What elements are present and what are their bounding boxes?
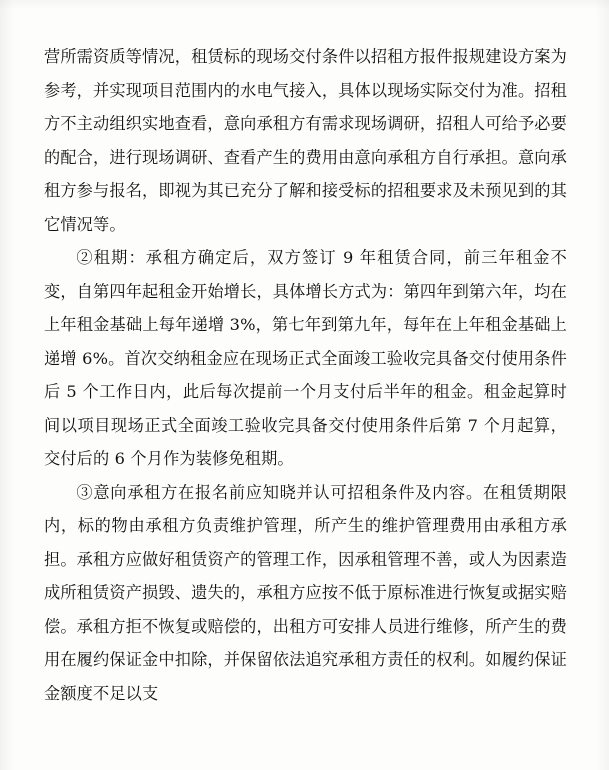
document-text-body [44,40,567,710]
paragraph-tenant-obligations: ③意向承租方在报名前应知晓并认可招租条件及内容。在租赁期限内，标的物由承租方负责维护管理，所产生的维护管理费用由承租方承担。承租方应做好租赁资产的管理工作，因承租管理不善，或人为因素造成所租赁资产损毁、遗失的，承租方应按不低于原标准进行恢复或据实赔偿。承租方拒不恢复或赔偿的，出租方可安排人员进行维修，所产生的费用在履约保证金中扣除，并保留依法追究承租方责任的权利。如履约保证金额度不足以支 [44,482,567,703]
page-edge-shadow-left [0,0,14,770]
page-edge-shadow-right [595,0,609,770]
paragraph-lease-term: ②租期：承租方确定后，双方签订 9 年租赁合同，前三年租金不变，自第四年起租金开始增长，具体增长方式为：第四年到第六年，均在上年租金基础上每年递增 3%，第七年到第九年，每年在上年租金基础上递增 6%。首次交纳租金应在现场正式全面竣工验收完具备交付使用条件后 5 个工作日内，此后每次提前一个月支付后半年的租金。租金起算时间以项目现场正式全面竣工验收完具备交付使用条件后第 7 个月起算，交付后的 6 个月作为装修免租期。 [44,248,567,468]
page-edge-shadow-top [0,0,609,10]
paragraph-continuation: 营所需资质等情况，租赁标的现场交付条件以招租方报件报规建设方案为参考，并实现项目范围内的水电气接入，具体以现场实际交付为准。招租方不主动组织实地查看，意向承租方有需求现场调研，招租人可给予必要的配合，进行现场调研、查看产生的费用由意向承租方自行承担。意向承租方参与报名，即视为其已充分了解和接受标的招租要求及未预见到的其它情况等。 [44,47,567,234]
